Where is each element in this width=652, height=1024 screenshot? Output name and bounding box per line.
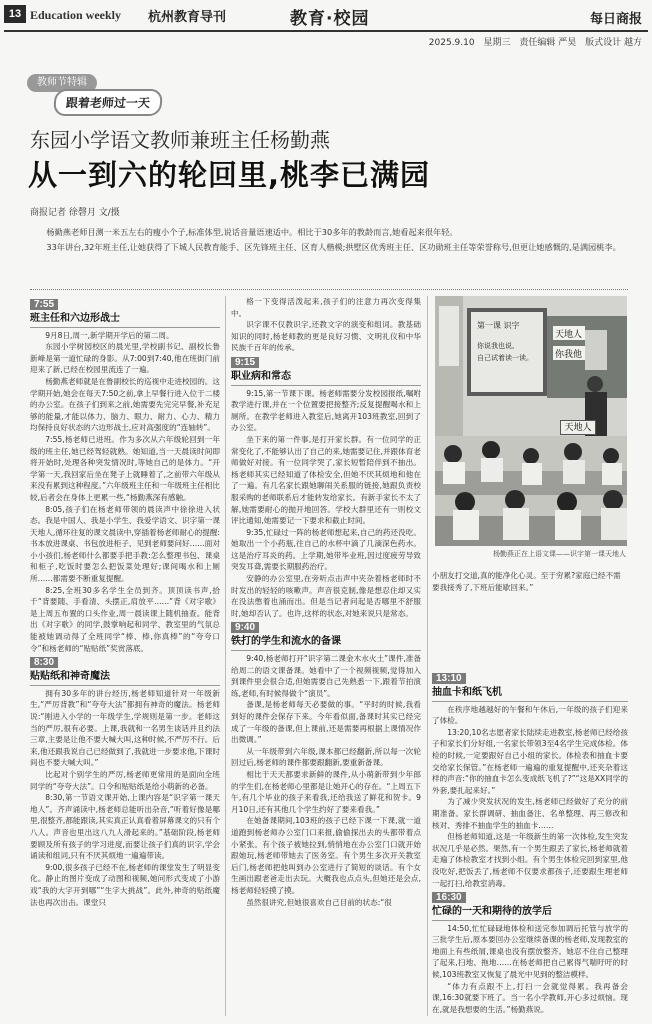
article-paragraph: 安静的办公室里,在旁听点击声中夹杂着杨老师时不时发出的轻轻的咳嗽声。声音很克制,像是想忍住却又实在没法憋着也涌而出。但是当记者问起是否哪里不舒服时,她却否认了。也许,这样的状态,对她来说只是常态。: [231, 574, 421, 618]
article-paragraph: 9月8日,周一,新学期开学后的第二周。: [45, 330, 174, 340]
article-paragraph: 8:05,孩子们在杨老师带领的晨读声中徐徐进入状态。我是中国人、我是小学生、我爱学语文、识字第一课天地人,循环往复的课文晨读中,穿插着杨老师耐心的提醒:书本放进课桌、书包放进柜子、见到老师要问好……面对小小孩们,杨老师什么都要手把手教:怎么整理书包、课桌和柜子,吃饭时要怎么把饭菜处理好;课间喝水和上厕所……都需要不断重复提醒。: [30, 504, 220, 584]
section-heading: 班主任和六边形战士: [30, 312, 220, 328]
article-paragraph: 拥有30多年的讲台经历,杨老师知道针对一年级新生,“严厉背教”和“夸夸大法”都拥有神奇的魔法。杨老师说:“刚进入小学的一年级学生,学规则是第一步。老师这当的严厉,很有必要。上课,我就和一名男生谈话并且约法三章,主要是让他不要大喊大叫,这种时候,不严厉不行。后来,他还跟我说自己已经做到了,我就进一步要求他,下课时间也不要大喊大叫。”: [30, 688, 220, 768]
screen-line: 第一课 识字: [477, 321, 520, 330]
article-paragraph: 备课,是杨老师每天必要做的事。“平时的时候,我看到好的课件会保存下来。今年看似面,备课时其实已经完成了一年级的备课,但上课前,还是需要再根据上课情况作出微调。”: [231, 700, 421, 745]
newspaper-brand: 每日商报: [589, 12, 642, 27]
article-paragraph: 坐下来的第一件事,是打开家长群。有一位同学的正常变化了,不能够认出了自己的来,她需要记住,并跟体育老师做好对接。有一位同学哭了,家长短暂陪伴到不抽出。杨老师其实已经知道了体检安全,但她不厌其烦地和他在了一遍。有几名家长跟她聊闹关系服的链接,她跟负责校服采购的老师联系后才能转发给家长。有新手家长不太了解,她需要耐心的抛开地回答。学校大群里还有一则校文评比通知,她需要记一下要求和截止时间。: [231, 434, 421, 526]
classroom-photo: [435, 296, 627, 546]
article-paragraph: 9:35,忙碌过一阵的杨老师想起来,自己的药还没吃。她取出一个小药瓶,往自己的水杯中滴了几滴深色药水。这是治疗耳炎的药。上学期,她带毕业班,因过度疲劳导致突发耳聋,需要长期服药治疗。: [231, 527, 421, 572]
column-divider: [427, 296, 428, 1016]
board-chip: 天地人: [555, 330, 583, 340]
article-paragraph: 杨勤燕老师就是在鲁副校长的巡视中走进校园的。这学期开始,她会在每天7:50之前,拿上早餐行进入位于二楼的办公室。在孩子们到来之前,她需要先完完早餐,补充足够的能量,才能以体力、脑力、眼力、耐力、心力、精力均保持良好状态的六边形战士,应对高强度的“连轴转”。: [30, 376, 220, 433]
article-paragraph: 相比于天天都要求新鲜的课件,从小萌新带到少年郎的学生们,在杨老师心里都是让她开心的存在。“上周五下午,有几个毕业的孩子来看我,还给我送了鲜花和贺卡。9月10日,还有其他几个学生约好了要来看我。”: [231, 769, 421, 814]
issue-date: 2025.9.10: [428, 38, 475, 48]
paper-name-cn: 杭州教育导刊: [148, 10, 227, 25]
time-badge: 16:30: [432, 892, 466, 903]
photo-caption: 杨勤燕正在上语文课——识字第一课天地人: [493, 550, 626, 558]
article-column-2: [231, 296, 421, 1016]
masthead: [0, 0, 652, 30]
dateline: [423, 35, 642, 48]
time-badge: 7:55: [30, 299, 58, 310]
intro-paragraph: 杨勤燕老师目测一米五左右的瘦小个子,标准体型,说话音量语速适中。相比于30多年的教龄而言,她看起来很年轻。: [46, 227, 458, 237]
section-heading: 铁打的学生和流水的备课: [231, 635, 421, 651]
article-paragraph: 为了减少突发状况的发生,杨老师已经做好了充分的前期准备。家长群调研、抽血备注、名单整理、再三修改和核对、秀排不抽血学生的抽血卡……: [432, 797, 628, 830]
section-heading: 抽血卡和纸飞机: [432, 686, 628, 702]
article-paragraph: 在秩序地越越好的午餐和午休后,一年级的孩子们迎来了体检。: [432, 704, 628, 726]
article-paragraph: 14:50,忙忙碌碌地体检和送完参加调后托管与放学的三批学生后,原本要回办公室继续备课的杨老师,发现教室的地面上有些纸屑,课桌也没有摆放整齐。她忍不住自己整理了起来,扫地、拖地……在杨老师把自己累得气喘吁吁的时候,103班教室又恢复了晨光中见到的整洁模样。: [432, 923, 628, 980]
page-number: 13: [4, 5, 26, 23]
time-badge: 9:40: [231, 622, 259, 633]
section-title: 教育·校园: [290, 9, 370, 29]
article-paragraph: 东园小学树园校区的晨光里,学校副书记、副校长鲁新峰是第一道忙碌的身影。从7:00到7:40,他在班街门前迎来了新,已经在校园里流连了一遍。: [30, 342, 220, 375]
article-column-3: [432, 670, 628, 1016]
article-paragraph: 比起对个别学生的严厉,杨老师更常用的是面向全班同学的“夸夸大法”。口令和贴贴纸是给小萌新的必备。: [30, 769, 220, 791]
article-paragraph: 9:40,杨老师打开“识字第二课金木水火土”课件,准备给周二的语文课备课。她看中了一个视频视频,觉得加入到课件里会很合适,但她需要自己先熟悉一下,跟着节拍演练,老师,有时候得做个“演员”。: [231, 654, 421, 698]
article-paragraph: 小朋友打交道,真的能净化心灵。至于穷累?家庭已经不需要我接秀了,下班后能歇回来。”: [432, 571, 621, 592]
screen-line: 自己试着读一读。: [477, 354, 533, 362]
designer-credit: 版式设计 越方: [585, 38, 642, 48]
intro-paragraph: 33年讲台,32年班主任,让她获得了下城人民教育能手、区先锋班主任、区育人楷模;拱墅区优秀班主任、区功勋班主任等荣誉称号,但更让她感慨的,是满园桃李。: [46, 242, 621, 252]
intro-divider: [30, 289, 628, 290]
column-divider: [225, 296, 226, 1016]
screen-line: 你说我也说,: [477, 342, 515, 350]
feature-subtag: 跟着老师过一天: [53, 89, 163, 116]
article-paragraph: “体力有点跟不上,打扫一会就觉得累。我再备会课,16:30就要下班了。当一名小学教师,开心多过烦恼。现在,就是我想要的生活。”杨勤燕说。: [432, 981, 628, 1014]
feature-tag: 教师节特辑: [27, 74, 97, 92]
time-badge: 9:15: [231, 357, 259, 368]
article-paragraph: 虽然很讲究,但她很喜欢自己目前的状态:“很: [246, 897, 392, 907]
board-headword: 天地人: [560, 420, 596, 435]
article-paragraph: 在她备课期间,103班的孩子已经下课一下课,就一道道跑到杨老师办公室门口来报,偷偷探出去的头都带着点小紧张。有个孩子被她拉到,悄悄地在办公室门口就开始跟她玩,杨老师带她去了医务室。有个男生多次开关教室后门,杨老师把他叫到办公室进行了简短的谈话。有个女生画出跟老爸走出去玩。大概我也点点头,但她还是会点,杨老师轻轻摸了摸。: [231, 816, 421, 895]
masthead-rule: [4, 30, 648, 32]
board-chip: 你我他: [555, 350, 583, 360]
section-heading: 忙碌的一天和期待的放学后: [432, 905, 628, 921]
editor-credit: 责任编辑 严昊: [519, 38, 577, 48]
byline: 商报记者 徐磬月 文/摄: [30, 208, 120, 218]
headline-subtitle: 东园小学语文教师兼班主任杨勤燕: [30, 128, 330, 152]
article-paragraph: 7:55,杨老师已进班。作为多次从六年级轮回到一年级的班主任,她已经驾轻就熟。她知道,当一天晨读时间即将开始时,处理各种突发情况时,等她自己的是体力。“开学第一天,我回家后坐在凳子上就睡着了,之前带六年级从来没有累到这种程度。”六年级班主任和一年级班主任相比较,后者会在身体上更累一些,“杨勤燕深有感触。: [30, 434, 220, 502]
article-paragraph: 8:30,第一节语文课开始,上课内容是“识字第一课天地人”。齐声诵读中,杨老师总能听出杂音,“听着好像是哪里,很整齐,都能跟读,其实真正认真看着屏幕课文的只有个八人。声音也里出这八九人滑起来的。”基础阶段,杨老师要顾及所有孩子的学习进度,而要让孩子们真的识字,学会诵读和组词,只有不厌其烦地一遍遍带读。: [30, 793, 220, 861]
issue-weekday: 星期三: [483, 38, 511, 48]
article-paragraph: 格一下变得活泼起来,孩子们的注意力再次变得集中。: [231, 297, 421, 318]
section-heading: 职业病和常态: [231, 370, 421, 386]
time-badge: 13:10: [432, 673, 466, 684]
time-badge: 8:30: [30, 657, 58, 668]
article-column-1: [30, 296, 220, 1016]
article-paragraph: 9:15,第一节课下课。杨老师需要分发校园报纸,嘱咐教学进行课,并在一个位置要把接整齐;反复提醒喝水和上厕所。在教学老师进入教室后,她离开103班教室,回到了办公室。: [231, 388, 421, 433]
intro-lead: [30, 225, 628, 254]
article-paragraph: 9:00,很多孩子已经不在,杨老师的课堂发生了明显变化。静止的图片变成了动图和视频,她问形式变成了小游戏“我的大字开到哪”“生字大挑战”。此外,神奇的贴纸魔法也再次出击。课堂只: [30, 862, 220, 907]
article-column-3-top: [432, 570, 628, 593]
page-title: 从一到六的轮回里,桃李已满园: [28, 158, 431, 192]
article-paragraph: 13:20,10名志愿者家长陆续走进教室,杨老师已经给孩子和家长们分好组,一名家长带领3至4名学生完成体检。体检的时候,一定要跟好自己小组的家长。体检表和抽血卡要交给家长保管。”在杨老师一遍遍的重复提醒中,还夹杂着这样的声音:“你的抽血卡怎么变成纸飞机了?”“这是XX同学的外套,要扎起来好。”: [432, 727, 628, 795]
section-heading: 贴贴纸和神奇魔法: [30, 670, 220, 686]
article-paragraph: 从一年级带到六年级,课本都已经翻新,所以每一次轮回过后,杨老师的课件都要跟翻新,要重新备课。: [231, 746, 421, 768]
paper-name-en: Education weekly: [30, 8, 122, 22]
article-paragraph: 8:25,全班30多名学生全员到齐。顶顶读书声,拾千“背要随、手看清、头摆正,肩放平……”背《对字歌》是上周五布置的口头作业,周一晨读课上随机抽查。能背出《对字歌》的同学,鼓掌响起和同学、教室里的气氛总能被她调动得了全班同学“棒、棒,你真棒”的“夸夸口令”和杨老师的“贴贴纸”奖赏落底。: [30, 585, 220, 653]
article-paragraph: 但杨老师知道,这是一年级新生的第一次体检,发生突发状况几乎是必然。果然,有一个男生跟丢了家长,杨老师就着走遍了体检教室才找到小组。有个男生体检完回到家里,他没吃好,把饭丢了,杨老师不仅要求都孩子,还要跟生理老师一起打扫,给教室消毒。: [432, 832, 628, 888]
article-paragraph: 识字课不仅教识字,还教文字的演变和组词。教基础知识的同时,杨老师教的更是良好习惯、文明礼仪和中华民族千百年的传承。: [231, 320, 421, 353]
